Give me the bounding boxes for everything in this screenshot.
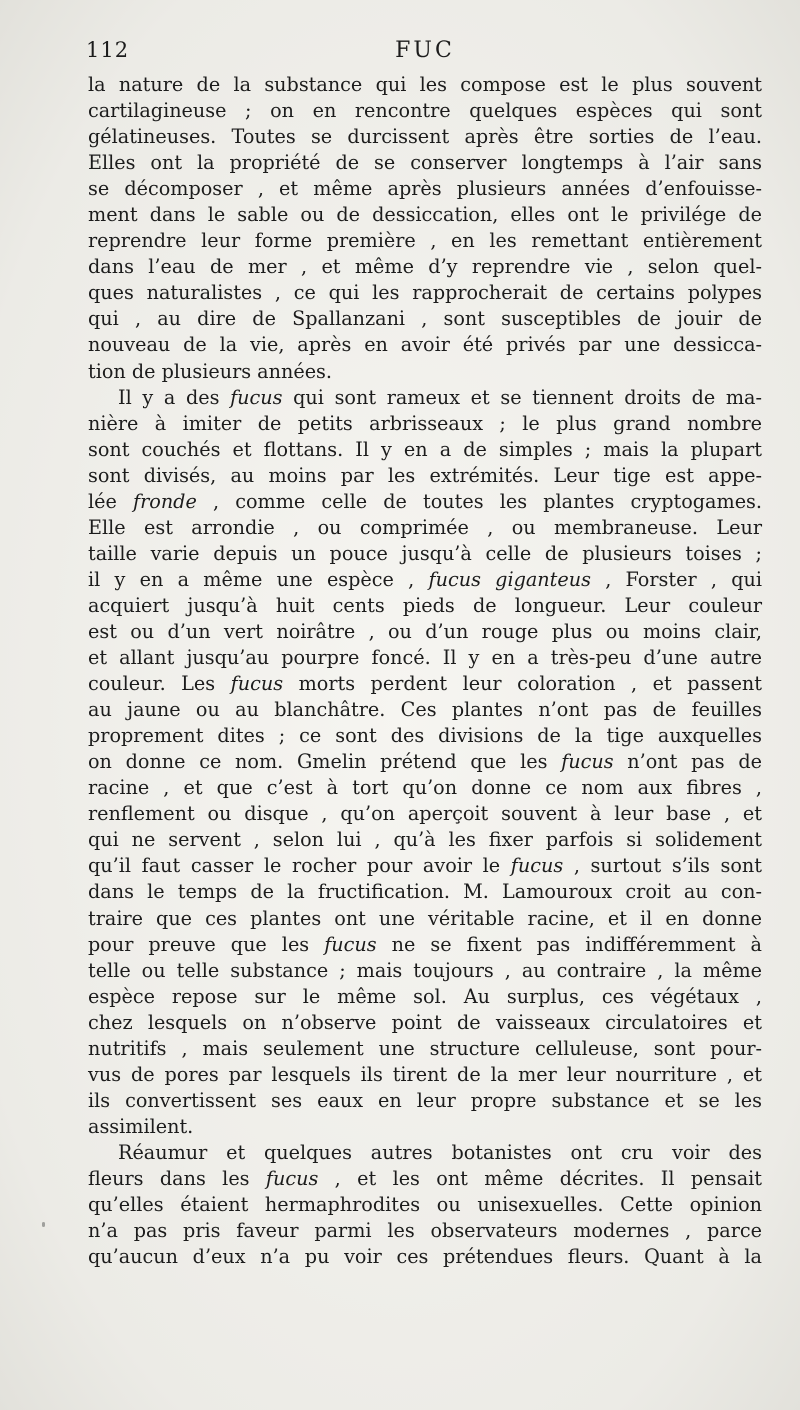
text-line: qu’aucun d’eux n’a pu voir ces prétendues fleurs. Quant à la	[88, 1245, 762, 1269]
page-number: 112	[86, 38, 130, 62]
text-line: tion de plusieurs années.	[88, 359, 332, 383]
text-line: dans l’eau de mer , et même d’y reprendre vie , selon quel-	[88, 255, 762, 279]
text-run: on donne ce nom. Gmelin prétend que les	[88, 750, 562, 774]
text-line: taille varie depuis un pouce jusqu’à celle de plusieurs toises ;	[88, 541, 762, 565]
text-run: , comme celle de toutes les plantes cryptogames.	[196, 489, 762, 513]
text-line: se décomposer , et même après plusieurs années d’enfouisse-	[88, 177, 762, 201]
text-line	[88, 1166, 762, 1192]
running-head: FUC	[395, 38, 455, 63]
text-line: reprendre leur forme première , en les remettant entièrement	[88, 229, 762, 253]
ink-speck	[42, 1222, 45, 1227]
text-line	[88, 853, 762, 879]
text-line: sont divisés, au moins par les extrémités. Leur tige est appe-	[88, 463, 762, 487]
text-run: Réaumur et quelques autres botanistes ont cru voir des	[118, 1140, 762, 1164]
text-line: ment dans le sable ou de dessiccation, elles ont le privilége de	[88, 203, 762, 227]
text-line: cartilagineuse ; on en rencontre quelques espèces qui sont	[88, 99, 762, 123]
text-line: chez lesquels on n’observe point de vaisseaux circulatoires et	[88, 1010, 762, 1034]
text-line: espèce repose sur le même sol. Au surplus, ces végétaux ,	[88, 984, 762, 1008]
italic-term: fucus	[561, 750, 614, 774]
text-line: au jaune ou au blanchâtre. Ces plantes n’ont pas de feuilles	[88, 698, 762, 722]
text-line: nutritifs , mais seulement une structure celluleuse, sont pour-	[88, 1036, 762, 1060]
text-line: Elle est arrondie , ou comprimée , ou membraneuse. Leur	[88, 515, 762, 539]
text-run: ne se fixent pas indifféremment à	[376, 932, 762, 956]
text-line: assimilent.	[88, 1114, 194, 1138]
text-line	[88, 489, 762, 515]
text-line: dans le temps de la fructification. M. Lamouroux croit au con-	[88, 880, 762, 904]
italic-term: fucus giganteus	[428, 567, 591, 591]
text-run: qui sont rameux et se tiennent droits de ma-	[282, 385, 762, 409]
text-run: pour preuve que les	[88, 932, 325, 956]
text-line: Elles ont la propriété de se conserver longtemps à l’air sans	[88, 151, 762, 175]
text-line: acquiert jusqu’à huit cents pieds de longueur. Leur couleur	[88, 593, 762, 617]
text-line: gélatineuses. Toutes se durcissent après être sorties de l’eau.	[88, 125, 762, 149]
italic-term: fucus	[510, 854, 564, 878]
text-line: ques naturalistes , ce qui les rapprocherait de certains polypes	[88, 281, 762, 305]
text-line: est ou d’un vert noirâtre , ou d’un rouge plus ou moins clair,	[88, 619, 762, 643]
text-line: vus de pores par lesquels ils tirent de la mer leur nourriture , et	[88, 1062, 762, 1086]
text-run: qu’il faut casser le rocher pour avoir le	[88, 854, 511, 878]
italic-term: fucus	[230, 672, 284, 696]
text-run: morts perdent leur coloration , et passent	[283, 672, 762, 696]
text-line: traire que ces plantes ont une véritable racine, et il en donne	[88, 906, 762, 930]
text-run: , surtout s’ils sont	[563, 854, 762, 878]
italic-term: fucus	[324, 932, 377, 956]
italic-term: fronde	[133, 489, 197, 513]
text-line: nouveau de la vie, après en avoir été privés par une dessicca-	[88, 333, 762, 357]
text-line: proprement dites ; ce sont des divisions de la tige auxquelles	[88, 724, 762, 748]
text-line: racine , et que c’est à tort qu’on donne ce nom aux fibres ,	[88, 776, 762, 800]
text-line	[88, 671, 762, 697]
text-line	[88, 567, 762, 593]
text-run: Il y a des	[118, 385, 231, 409]
text-run: lée	[88, 489, 133, 513]
text-line: la nature de la substance qui les compose est le plus souvent	[88, 73, 762, 96]
text-line	[88, 749, 762, 775]
text-line	[88, 385, 762, 411]
text-line: renflement ou disque , qu’on aperçoit souvent à leur base , et	[88, 802, 762, 826]
text-line: sont couchés et flottans. Il y en a de simples ; mais la plupart	[88, 437, 762, 461]
body-text	[88, 72, 762, 1270]
text-line: ils convertissent ses eaux en leur propre substance et se les	[88, 1088, 762, 1112]
text-line: qu’elles étaient hermaphrodites ou unisexuelles. Cette opinion	[88, 1193, 762, 1217]
text-run: couleur. Les	[88, 672, 231, 696]
text-run: fleurs dans les	[88, 1166, 266, 1190]
text-line	[88, 1140, 762, 1166]
text-line: qui ne servent , selon lui , qu’à les fixer parfois si solidement	[88, 828, 762, 852]
text-line: n’a pas pris faveur parmi les observateurs modernes , parce	[88, 1219, 762, 1243]
text-line: qui , au dire de Spallanzani , sont susceptibles de jouir de	[88, 307, 762, 331]
text-line: telle ou telle substance ; mais toujours , au contraire , la même	[88, 958, 762, 982]
text-run: , Forster , qui	[590, 567, 762, 591]
text-line: nière à imiter de petits arbrisseaux ; le plus grand nombre	[88, 411, 762, 435]
text-run: il y en a même une espèce ,	[88, 567, 429, 591]
text-line: et allant jusqu’au pourpre foncé. Il y en a très-peu d’une autre	[88, 646, 762, 670]
text-line	[88, 932, 762, 958]
page-header	[86, 38, 764, 68]
text-run: n’ont pas de	[613, 750, 762, 774]
italic-term: fucus	[265, 1166, 319, 1190]
text-run: , et les ont même décrites. Il pensait	[318, 1166, 762, 1190]
italic-term: fucus	[230, 385, 283, 409]
